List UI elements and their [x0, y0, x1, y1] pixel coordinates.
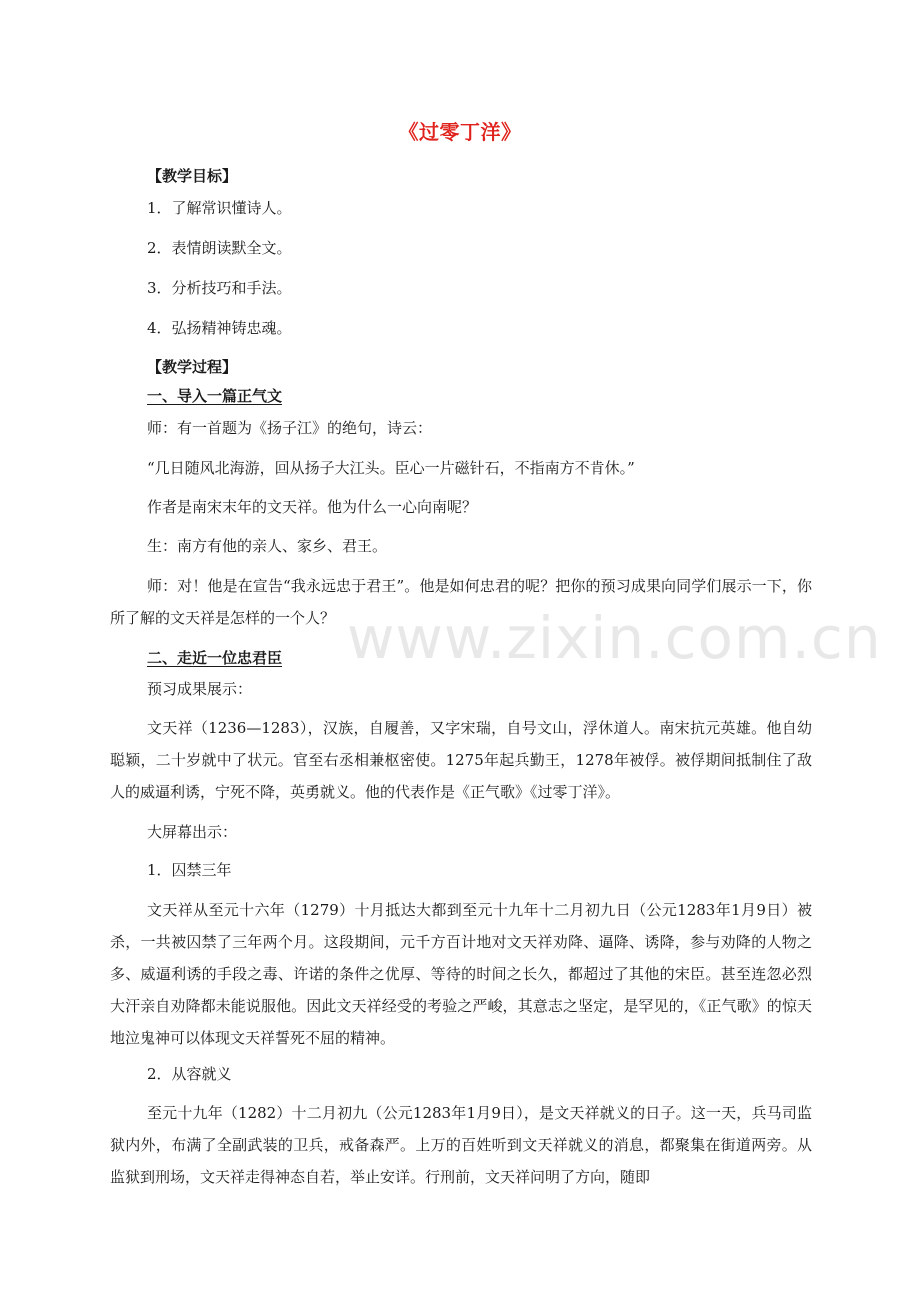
goal-item-2: 2．表情朗读默全文。 [147, 239, 292, 257]
document-title: 《过零丁洋》 [398, 120, 522, 144]
section1-line-4: 生：南方有他的亲人、家乡、君王。 [147, 537, 388, 555]
section2-heading: 二、走近一位忠君臣 [147, 649, 283, 667]
goal-item-4: 4．弘扬精神铸忠魂。 [147, 319, 292, 337]
section1-line-2: “几日随风北海游，回从扬子大江头。臣心一片磁针石，不指南方不肯休。” [147, 459, 635, 477]
process-heading: 【教学过程】 [147, 358, 238, 376]
execution-paragraph: 至元十九年（1282）十二月初九（公元1283年1月9日），是文天祥就义的日子。这一天，兵马司监狱内外，布满了全副武装的卫兵，戒备森严。上万的百姓听到文天祥就义的消息，都聚集在街道两旁。从监狱到刑场，文天祥走得神态自若，举止安详。行刑前，文天祥问明了方向，随即 [110, 1104, 812, 1186]
screen-label: 大屏幕出示： [147, 823, 238, 841]
imprisonment-paragraph: 文天祥从至元十六年（1279）十月抵达大都到至元十九年十二月初九日（公元1283年1月9日）被杀，一共被囚禁了三年两个月。这段期间，元千方百计地对文天祥劝降、逼降、诱降，参与劝降的人物之多、威逼利诱的手段之毒、许诺的条件之优厚、等待的时间之长久，都超过了其他的宋臣。甚至连忽必烈大汗亲自劝降都未能说服他。因此文天祥经受的考验之严峻，其意志之坚定，是罕见的，《正气歌》的惊天地泣鬼神可以体现文天祥誓死不屈的精神。 [110, 901, 812, 1047]
site-watermark: www.zixin.com.cn [347, 604, 882, 672]
goal-item-3: 3．分析技巧和手法。 [147, 279, 292, 297]
biography-paragraph: 文天祥（1236—1283），汉族，自履善，又字宋瑞，自号文山，浮休道人。南宋抗元英雄。他自幼聪颖，二十岁就中了状元。官至右丞相兼枢密使。1275年起兵勤王，1278年被俘。被俘期间抵制住了敌人的威逼利诱，宁死不降，英勇就义。他的代表作是《正气歌》《过零丁洋》。 [110, 719, 812, 801]
goal-item-1: 1．了解常识懂诗人。 [147, 199, 292, 217]
section1-line-1: 师：有一首题为《扬子江》的绝句，诗云： [147, 419, 433, 437]
section1-heading: 一、导入一篇正气文 [147, 387, 283, 405]
preview-label: 预习成果展示： [147, 680, 253, 698]
subsection2-heading: 2．从容就义 [147, 1065, 232, 1083]
goals-heading: 【教学目标】 [147, 167, 238, 185]
section1-teacher-paragraph: 师：对！他是在宣告“我永远忠于君王”。他是如何忠君的呢？把你的预习成果向同学们展示一下，你所了解的文天祥是怎样的一个人？ [110, 577, 812, 627]
section1-line-3: 作者是南宋末年的文天祥。他为什么一心向南呢？ [147, 498, 478, 516]
subsection1-heading: 1．囚禁三年 [147, 861, 232, 879]
